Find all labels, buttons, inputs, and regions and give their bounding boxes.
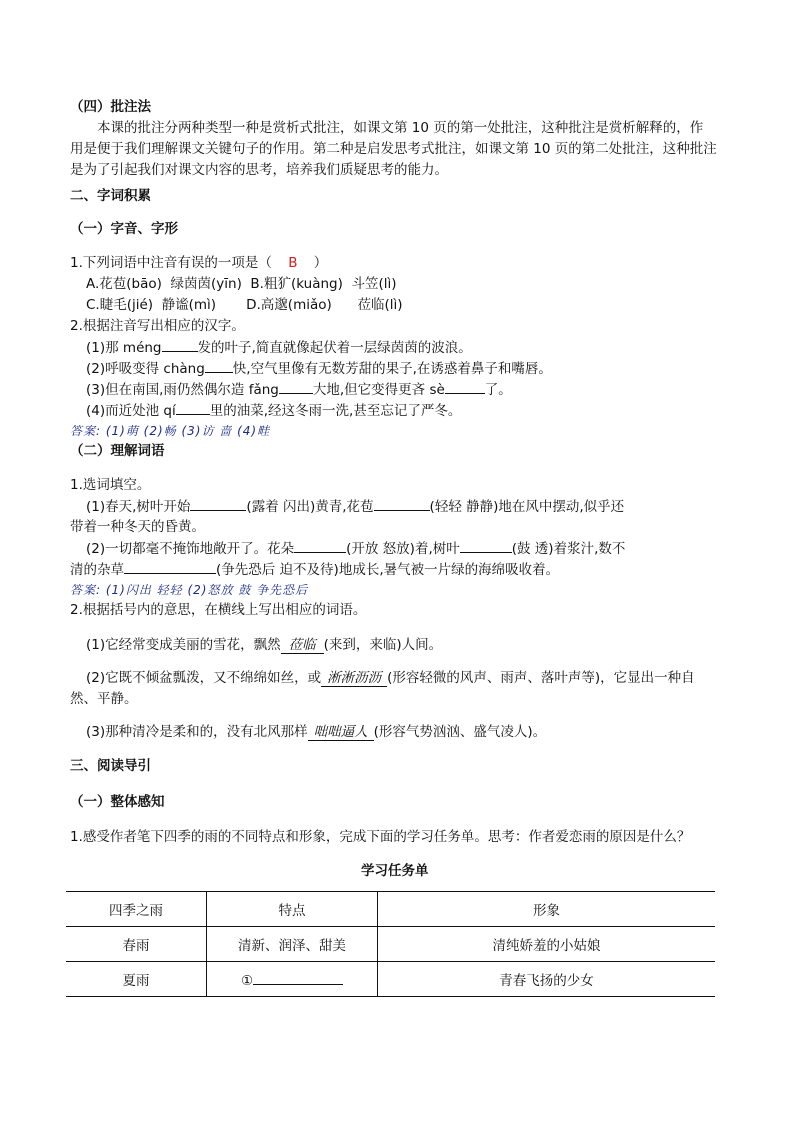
table-title: 学习任务单 <box>361 863 429 879</box>
question-3-item-2-cont <box>70 559 559 580</box>
blank-line <box>253 970 343 985</box>
item-text: (露着 闪出)黄青,花苞 <box>246 499 374 515</box>
item-text: (来到，来临)人间。 <box>323 637 443 653</box>
item-text: 了。 <box>484 382 512 398</box>
table-row <box>66 962 715 997</box>
question-2-item-2 <box>86 358 552 379</box>
question-3-item-2 <box>86 538 625 559</box>
item-text: (2)一切都毫不掩饰地敞开了。花朵 <box>86 541 295 557</box>
table-cell: 夏雨 <box>66 962 207 997</box>
table-cell: 清纯娇羞的小姑娘 <box>378 927 716 962</box>
table-header-row <box>66 892 715 927</box>
item-text: (1)它经常变成美丽的雪花，飘然 <box>86 637 281 653</box>
blank-line <box>294 538 346 553</box>
question-stem: 1.下列词语中注音有误的一项是（ <box>70 255 272 271</box>
item-text: (3)那种清冷是柔和的，没有北风那样 <box>86 724 308 740</box>
answer-line: 答案: (1)萌 (2)畅 (3)访 啬 (4)畦 <box>70 424 271 438</box>
item-text: (1)那 méng <box>86 340 162 356</box>
paragraph-line: 是为了引起我们对课文内容的思考，培养我们质疑思考的能力。 <box>70 162 448 178</box>
table-row <box>66 927 715 962</box>
item-text: (开放 怒放)着,树叶 <box>346 541 460 557</box>
subsection-title-pronunciation: （一）字音、字形 <box>70 221 178 237</box>
blank-line <box>205 358 233 373</box>
question-4-item-3 <box>86 722 546 742</box>
handwritten-answer: 莅临 <box>281 637 324 654</box>
option-row-ab: A.花苞(bāo) 绿茵茵(yīn) B.粗犷(kuàng) 斗笠(lì) <box>86 276 397 292</box>
question-2-item-4 <box>86 400 461 421</box>
answer-line: 答案: (1)闪出 轻轻 (2)怒放 鼓 争先恐后 <box>70 583 309 597</box>
item-text: (4)而近处池 qí <box>86 403 176 419</box>
question-4-item-2-cont: 然、平静。 <box>70 691 138 707</box>
option-row-cd: C.睫毛(jié) 静谧(mì) D.高邈(miǎo) 莅临(lì) <box>86 297 403 313</box>
question-task: 1.感受作者笔下四季的雨的不同特点和形象，完成下面的学习任务单。思考：作者爱恋雨的原因是什么？ <box>70 829 691 845</box>
paragraph-line: 本课的批注分两种类型一种是赏析式批注，如课文第 10 页的第一处批注，这种批注是赏析解释的，作 <box>97 120 704 136</box>
table-header-cell: 四季之雨 <box>66 892 207 927</box>
question-3-item-1 <box>86 496 624 517</box>
blank-line <box>124 559 216 574</box>
table-cell: 春雨 <box>66 927 207 962</box>
item-text: 清的杂草 <box>70 562 124 578</box>
question-3-stem: 1.选词填空。 <box>70 477 151 493</box>
item-text: (2)呼吸变得 chàng <box>86 361 205 377</box>
table-header-cell: 形象 <box>378 892 716 927</box>
item-text: (3)但在南国,雨仍然偶尔造 fǎng <box>86 382 279 398</box>
blank-line <box>460 538 512 553</box>
question-4-item-2 <box>86 668 695 688</box>
blank-line <box>176 400 210 415</box>
circled-number: ① <box>240 972 254 989</box>
question-4-stem: 2.根据括号内的意思，在横线上写出相应的词语。 <box>70 602 367 618</box>
paragraph-line: 用是便于我们理解课文关键句子的作用。第二种是启发思考式批注，如课文第 10 页的第二处批注，这种批注 <box>70 141 717 157</box>
blank-line <box>279 379 313 394</box>
item-text: (争先恐后 迫不及待)地成长,暑气被一片绿的海绵吸收着。 <box>216 562 560 578</box>
answer-mark: B <box>288 255 298 271</box>
item-text: 大地,但它变得更吝 sè <box>312 382 445 398</box>
item-text: 快,空气里像有无数芳甜的果子,在诱惑着鼻子和嘴唇。 <box>232 361 552 377</box>
subsection-title-overall: （一）整体感知 <box>70 794 165 810</box>
question-2-item-3 <box>86 379 512 400</box>
handwritten-answer: 咄咄逼人 <box>308 724 374 741</box>
task-table <box>66 891 715 997</box>
question-2-stem: 2.根据注音写出相应的汉字。 <box>70 318 245 334</box>
part-title-reading: 三、阅读导引 <box>70 758 151 774</box>
table-cell <box>207 962 378 997</box>
table-cell: 青春飞扬的少女 <box>378 962 716 997</box>
blank-line <box>190 496 246 511</box>
item-text: 发的叶子,简直就像起伏着一层绿茵茵的波浪。 <box>197 340 472 356</box>
question-4-item-1 <box>86 635 442 655</box>
question-3-cont: 带着一种冬天的昏黄。 <box>70 519 205 535</box>
blank-line <box>445 379 485 394</box>
subsection-title-words: （二）理解词语 <box>70 443 165 459</box>
section-title-annotation: （四）批注法 <box>70 99 151 115</box>
item-text: (2)它既不倾盆瓢泼，又不绵绵如丝，或 <box>86 670 322 686</box>
question-close: ） <box>313 255 328 271</box>
item-text: (1)春天,树叶开始 <box>86 499 191 515</box>
table-cell: 清新、润泽、甜美 <box>207 927 378 962</box>
blank-line <box>374 496 430 511</box>
question-1 <box>70 253 327 273</box>
question-2-item-1 <box>86 337 472 358</box>
item-text: (形容轻微的风声、雨声、落叶声等)，它显出一种自 <box>387 670 695 686</box>
part-title-vocab: 二、字词积累 <box>70 188 151 204</box>
table-header-cell: 特点 <box>207 892 378 927</box>
item-text: (形容气势汹汹、盛气凌人)。 <box>373 724 547 740</box>
handwritten-answer: 淅淅沥沥 <box>321 670 387 687</box>
item-text: (鼓 透)着浆汁,数不 <box>511 541 626 557</box>
item-text: 里的油菜,经这冬雨一洗,甚至忘记了严冬。 <box>209 403 462 419</box>
item-text: (轻轻 静静)地在风中摆动,似乎还 <box>429 499 625 515</box>
blank-line <box>162 337 198 352</box>
